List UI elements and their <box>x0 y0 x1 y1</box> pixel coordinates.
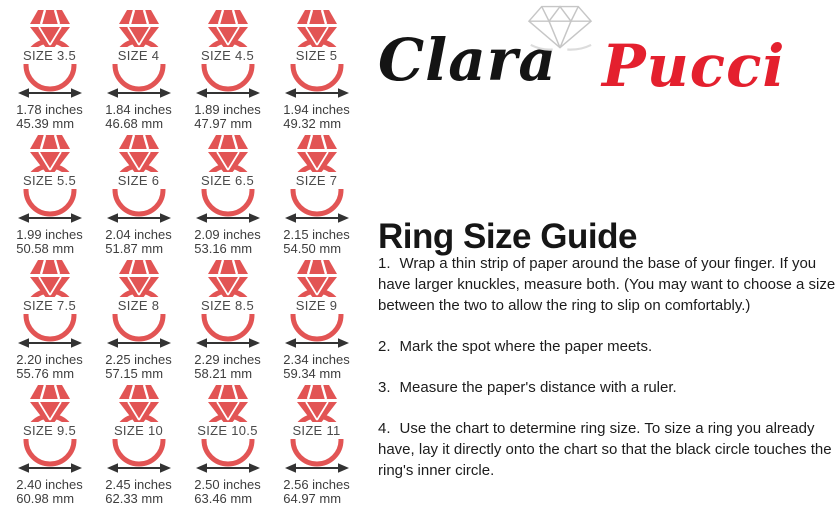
ring-illustration <box>188 382 268 470</box>
double-headed-arrow-icon <box>18 86 82 100</box>
ring-illustration <box>277 382 357 470</box>
ring-mm: 60.98 mm <box>16 491 75 506</box>
ring-measurements <box>94 478 183 506</box>
ring-size-label: SIZE 5.5 <box>11 172 89 189</box>
ring-size-label: SIZE 10 <box>100 422 178 439</box>
ring-inches: 2.25 inches <box>105 352 172 367</box>
ring-mm: 46.68 mm <box>105 116 164 131</box>
double-headed-arrow-icon <box>18 211 82 225</box>
ring-measurements <box>272 353 361 381</box>
step-text: Mark the spot where the paper meets. <box>399 338 653 355</box>
ring-size-cell <box>272 382 361 507</box>
ring-inches: 2.40 inches <box>16 477 83 492</box>
ring-size-chart <box>5 7 361 507</box>
step-text: Measure the paper's distance with a ruler. <box>399 379 677 396</box>
ring-size-label: SIZE 3.5 <box>11 47 89 64</box>
ring-inches: 2.45 inches <box>105 477 172 492</box>
ring-illustration <box>10 7 90 95</box>
ring-inches: 2.09 inches <box>194 227 261 242</box>
ring-mm: 57.15 mm <box>105 366 164 381</box>
page-title: Ring Size Guide <box>378 217 637 257</box>
ring-measurements <box>94 353 183 381</box>
ring-inches: 1.89 inches <box>194 102 261 117</box>
ring-mm: 47.97 mm <box>194 116 253 131</box>
ring-size-label: SIZE 8 <box>100 297 178 314</box>
ring-measurements <box>183 103 272 131</box>
instruction-step <box>378 377 839 398</box>
ring-mm: 59.34 mm <box>283 366 342 381</box>
ring-illustration <box>188 257 268 345</box>
ring-inches: 2.29 inches <box>194 352 261 367</box>
ring-illustration <box>277 257 357 345</box>
ring-measurements <box>272 103 361 131</box>
ring-inches: 1.99 inches <box>16 227 83 242</box>
ring-size-label: SIZE 8.5 <box>189 297 267 314</box>
ring-size-label: SIZE 6.5 <box>189 172 267 189</box>
ring-size-label: SIZE 6 <box>100 172 178 189</box>
ring-mm: 53.16 mm <box>194 241 253 256</box>
right-column <box>378 0 839 501</box>
instructions-list <box>378 253 839 501</box>
ring-inches: 2.15 inches <box>283 227 350 242</box>
brand-logo <box>378 0 839 118</box>
ring-mm: 62.33 mm <box>105 491 164 506</box>
ring-illustration <box>10 132 90 220</box>
ring-size-cell <box>5 132 94 257</box>
ring-measurements <box>5 353 94 381</box>
double-headed-arrow-icon <box>196 86 260 100</box>
ring-inches: 2.56 inches <box>283 477 350 492</box>
ring-illustration <box>188 7 268 95</box>
step-number: 2. <box>378 338 391 355</box>
ring-illustration <box>10 382 90 470</box>
ring-measurements <box>272 228 361 256</box>
ring-illustration <box>277 132 357 220</box>
ring-measurements <box>183 228 272 256</box>
ring-inches: 1.78 inches <box>16 102 83 117</box>
ring-inches: 1.94 inches <box>283 102 350 117</box>
ring-size-label: SIZE 10.5 <box>189 422 267 439</box>
double-headed-arrow-icon <box>107 211 171 225</box>
logo-text-pucci: Pucci <box>602 32 786 100</box>
ring-illustration <box>10 257 90 345</box>
ring-size-cell <box>272 132 361 257</box>
ring-illustration <box>99 132 179 220</box>
ring-size-cell <box>183 382 272 507</box>
ring-size-cell <box>94 382 183 507</box>
ring-size-label: SIZE 7.5 <box>11 297 89 314</box>
ring-inches: 2.04 inches <box>105 227 172 242</box>
double-headed-arrow-icon <box>107 86 171 100</box>
ring-mm: 63.46 mm <box>194 491 253 506</box>
double-headed-arrow-icon <box>18 336 82 350</box>
ring-size-label: SIZE 4.5 <box>189 47 267 64</box>
ring-mm: 49.32 mm <box>283 116 342 131</box>
step-text: Wrap a thin strip of paper around the base of your finger. If you have larger knuckles, measure both. (You may want to choose a size between the two to allow the ring to slip on comfortably.) <box>378 255 836 314</box>
double-headed-arrow-icon <box>196 461 260 475</box>
ring-size-label: SIZE 7 <box>278 172 356 189</box>
ring-illustration <box>188 132 268 220</box>
ring-mm: 45.39 mm <box>16 116 75 131</box>
ring-inches: 2.34 inches <box>283 352 350 367</box>
ring-size-label: SIZE 4 <box>100 47 178 64</box>
ring-size-cell <box>183 7 272 132</box>
diamond-outline-icon <box>514 2 606 55</box>
double-headed-arrow-icon <box>107 336 171 350</box>
ring-size-cell <box>94 132 183 257</box>
ring-size-cell <box>5 382 94 507</box>
double-headed-arrow-icon <box>107 461 171 475</box>
ring-measurements <box>5 103 94 131</box>
double-headed-arrow-icon <box>285 86 349 100</box>
ring-mm: 64.97 mm <box>283 491 342 506</box>
ring-size-label: SIZE 9.5 <box>11 422 89 439</box>
ring-measurements <box>94 103 183 131</box>
instruction-step <box>378 418 839 481</box>
instruction-step <box>378 253 839 316</box>
ring-measurements <box>94 228 183 256</box>
ring-mm: 51.87 mm <box>105 241 164 256</box>
step-text: Use the chart to determine ring size. To size a ring you already have, lay it directly onto the chart so that the black circle touches the ring's inner circle. <box>378 420 832 479</box>
ring-illustration <box>277 7 357 95</box>
ring-inches: 2.50 inches <box>194 477 261 492</box>
step-number: 1. <box>378 255 391 272</box>
ring-mm: 54.50 mm <box>283 241 342 256</box>
ring-measurements <box>5 478 94 506</box>
double-headed-arrow-icon <box>285 336 349 350</box>
ring-measurements <box>272 478 361 506</box>
ring-mm: 58.21 mm <box>194 366 253 381</box>
ring-size-label: SIZE 11 <box>278 422 356 439</box>
ring-mm: 50.58 mm <box>16 241 75 256</box>
ring-size-cell <box>94 257 183 382</box>
ring-measurements <box>183 353 272 381</box>
double-headed-arrow-icon <box>285 461 349 475</box>
ring-inches: 2.20 inches <box>16 352 83 367</box>
ring-size-cell <box>272 257 361 382</box>
ring-measurements <box>183 478 272 506</box>
ring-size-cell <box>272 7 361 132</box>
double-headed-arrow-icon <box>18 461 82 475</box>
ring-size-cell <box>5 257 94 382</box>
logo-text-clara: Clara <box>378 26 557 94</box>
ring-illustration <box>99 7 179 95</box>
ring-illustration <box>99 257 179 345</box>
step-number: 4. <box>378 420 391 437</box>
instruction-step <box>378 336 839 357</box>
ring-size-label: SIZE 9 <box>278 297 356 314</box>
ring-inches: 1.84 inches <box>105 102 172 117</box>
ring-mm: 55.76 mm <box>16 366 75 381</box>
ring-size-label: SIZE 5 <box>278 47 356 64</box>
ring-size-cell <box>94 7 183 132</box>
ring-illustration <box>99 382 179 470</box>
ring-measurements <box>5 228 94 256</box>
ring-size-cell <box>183 132 272 257</box>
double-headed-arrow-icon <box>196 336 260 350</box>
double-headed-arrow-icon <box>196 211 260 225</box>
ring-size-cell <box>183 257 272 382</box>
ring-size-cell <box>5 7 94 132</box>
double-headed-arrow-icon <box>285 211 349 225</box>
step-number: 3. <box>378 379 391 396</box>
